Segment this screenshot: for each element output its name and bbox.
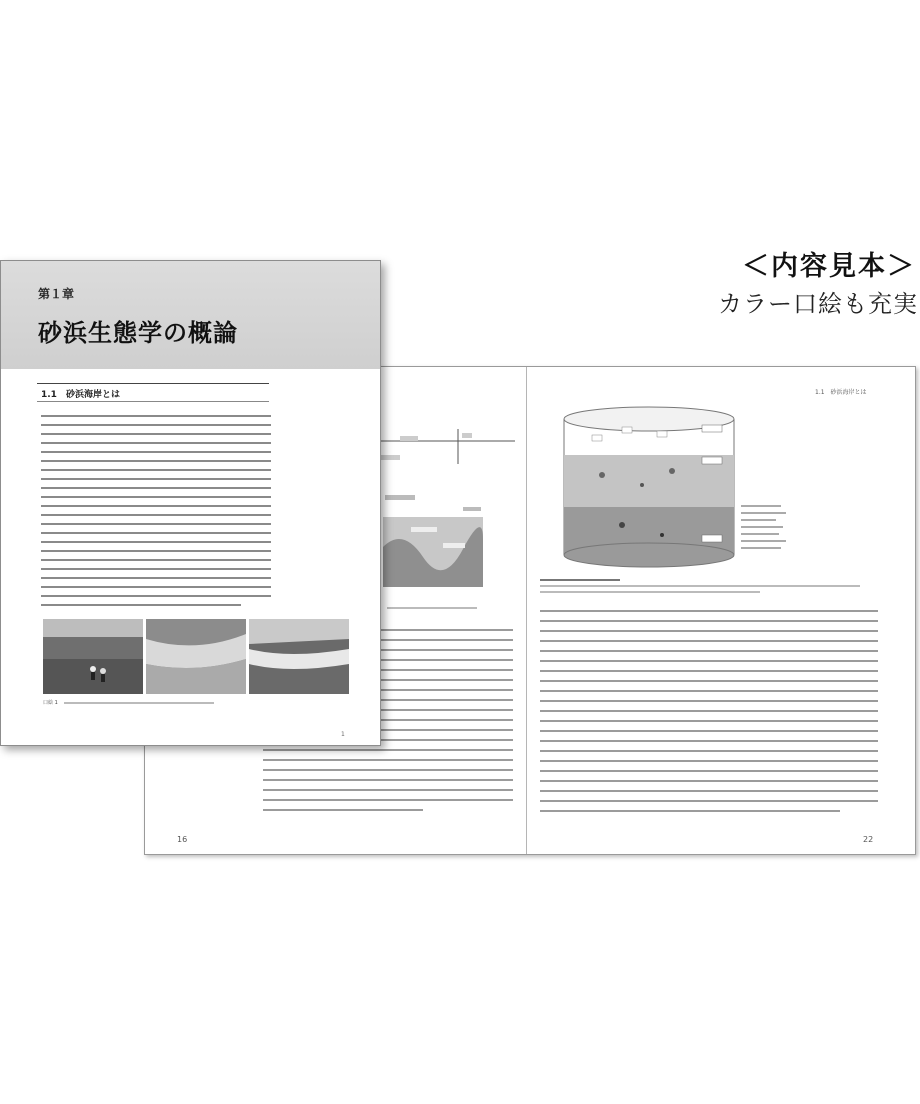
beach-photo-1-image xyxy=(43,619,143,694)
front-page-number: 1 xyxy=(341,731,345,738)
section-title: 1.1 砂浜海岸とは xyxy=(41,390,120,400)
figure-caption xyxy=(43,699,214,706)
chapter-front-page xyxy=(0,260,381,746)
spread-left-top-diagram xyxy=(380,429,515,469)
spread-right-caption xyxy=(540,579,870,593)
section-bottom-rule xyxy=(37,401,269,402)
beach-photo-3 xyxy=(249,619,349,694)
book-gutter xyxy=(526,367,527,854)
beach-photo-1 xyxy=(43,619,143,694)
front-text-block xyxy=(41,415,271,606)
spread-right-text-block xyxy=(540,610,878,812)
chapter-title: 砂浜生態学の概論 xyxy=(38,319,238,347)
cylinder-legend xyxy=(741,505,796,549)
spread-right-header: 1.1 砂浜海岸とは xyxy=(815,389,867,396)
beach-photo-2-image xyxy=(146,619,246,694)
section-top-rule xyxy=(37,383,269,384)
figure-caption-label: 口絵 1 xyxy=(43,700,58,706)
beach-cylinder-diagram xyxy=(562,405,737,569)
spread-left-caption xyxy=(387,607,477,609)
spread-cross-section-diagram xyxy=(383,487,483,589)
cylinder-figure xyxy=(562,405,737,569)
axis-diagram xyxy=(380,429,515,469)
spread-left-page-number: 16 xyxy=(177,835,188,844)
cross-section-figure xyxy=(383,487,483,589)
caption-subtitle: カラー口絵も充実 xyxy=(718,290,918,318)
caption-title: ＜内容見本＞ xyxy=(742,251,916,282)
beach-photo-3-image xyxy=(249,619,349,694)
chapter-label: 第１章 xyxy=(38,287,75,301)
beach-photo-2 xyxy=(146,619,246,694)
spread-right-page-number: 22 xyxy=(863,835,874,844)
